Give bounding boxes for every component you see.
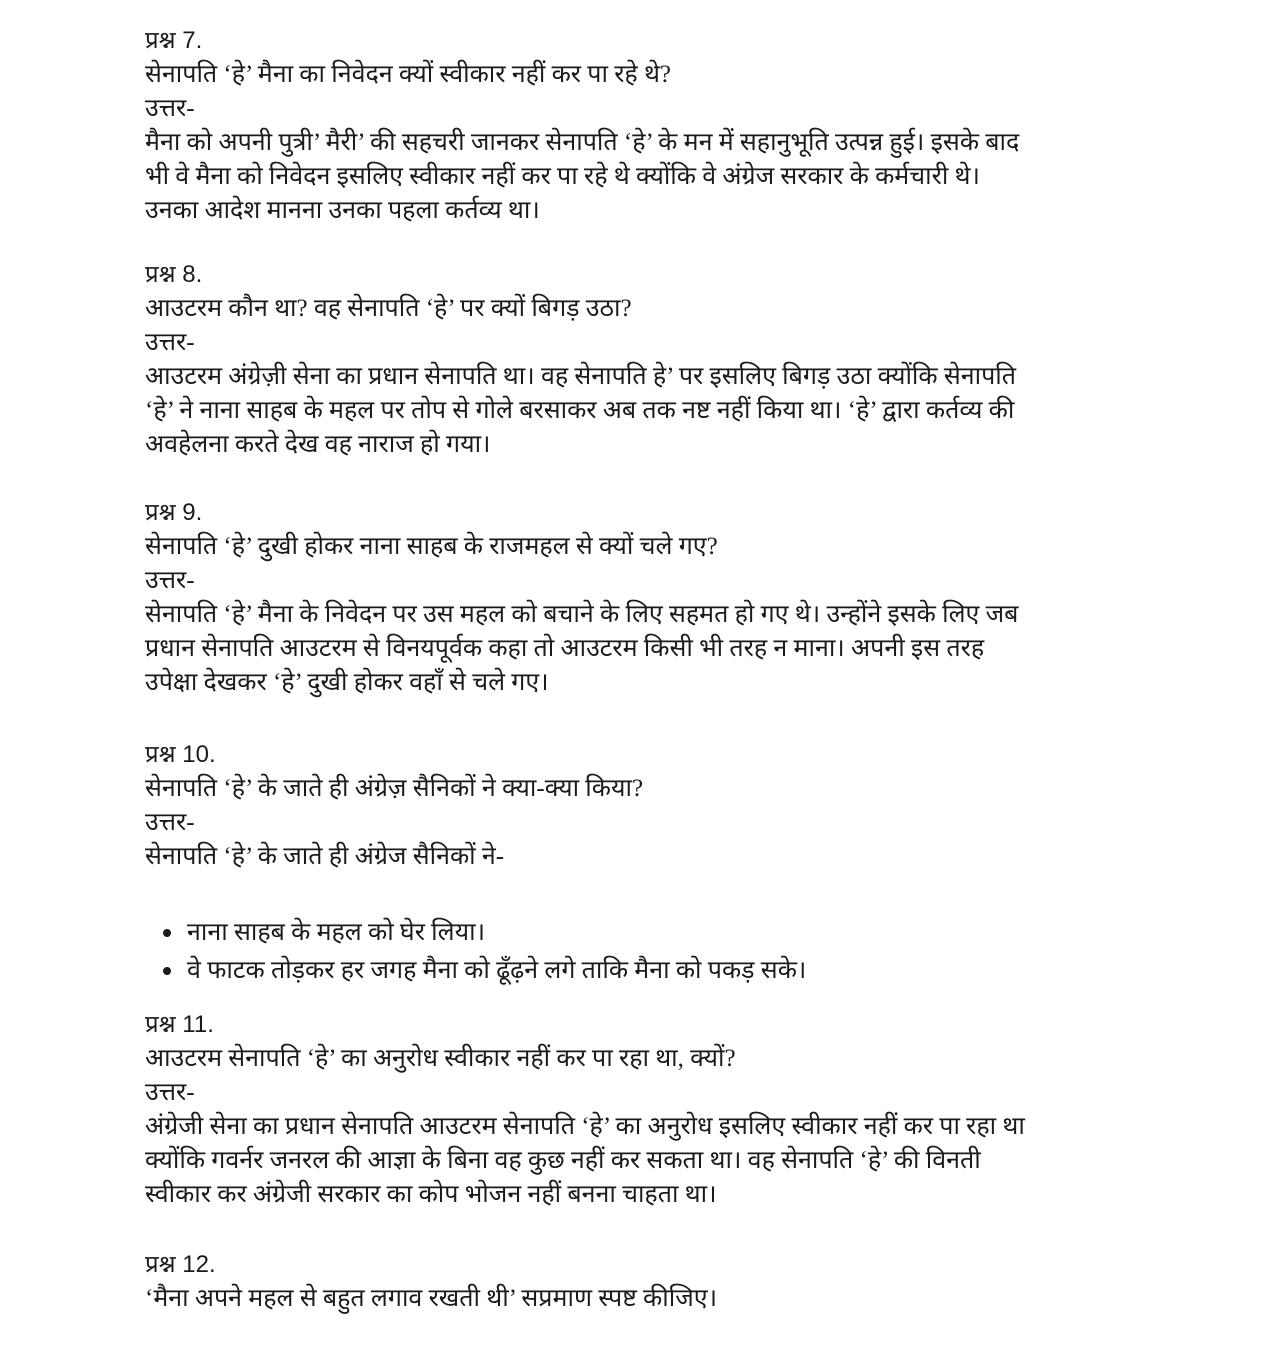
question-number: प्रश्न 12. <box>145 1251 216 1278</box>
bullet-text: वे फाटक तोड़कर हर जगह मैना को ढूँढ़ने लगे ताकि मैना को पकड़ सके। <box>187 957 807 984</box>
qa-block-10 <box>145 738 1205 992</box>
answer-label: उत्तर- <box>145 809 195 836</box>
question-number: प्रश्न 11. <box>145 1011 214 1038</box>
answer-line: अवहेलना करते देख वह नाराज हो गया। <box>145 431 491 458</box>
answer-bullet-list <box>145 916 1205 988</box>
bullet-item <box>145 916 1205 950</box>
qa-block-7 <box>145 24 1205 228</box>
answer-label: उत्तर- <box>145 95 195 122</box>
question-text: आउटरम कौन था? वह सेनापति ‘हे’ पर क्यों बिगड़ उठा? <box>145 295 632 322</box>
bullet-text: नाना साहब के महल को घेर लिया। <box>187 919 486 946</box>
qa-block-11 <box>145 1008 1205 1212</box>
answer-line: क्योंकि गवर्नर जनरल की आज्ञा के बिना वह कुछ नहीं कर सकता था। वह सेनापति ‘हे’ की विनती <box>145 1147 981 1174</box>
question-text: ‘मैना अपने महल से बहुत लगाव रखती थी’ सप्रमाण स्पष्ट कीजिए। <box>145 1285 718 1312</box>
answer-label: उत्तर- <box>145 567 195 594</box>
question-text: सेनापति ‘हे’ के जाते ही अंग्रेज़ सैनिकों ने क्या-क्या किया? <box>145 775 644 802</box>
answer-line: भी वे मैना को निवेदन इसलिए स्वीकार नहीं कर पा रहे थे क्योंकि वे अंग्रेज सरकार के कर्मचारी थे। <box>145 163 981 190</box>
answer-line: सेनापति ‘हे’ के जाते ही अंग्रेज सैनिकों ने- <box>145 843 505 870</box>
answer-line: आउटरम अंग्रेज़ी सेना का प्रधान सेनापति था। वह सेनापति हे’ पर इसलिए बिगड़ उठा क्योंकि सेनापति <box>145 363 1017 390</box>
answer-line: अंग्रेजी सेना का प्रधान सेनापति आउटरम सेनापति ‘हे’ का अनुरोध इसलिए स्वीकार नहीं कर पा रहा था <box>145 1113 1025 1140</box>
answer-line: प्रधान सेनापति आउटरम से विनयपूर्वक कहा तो आउटरम किसी भी तरह न माना। अपनी इस तरह <box>145 635 985 662</box>
question-number: प्रश्न 7. <box>145 27 203 54</box>
bullet-dot-icon <box>163 967 171 975</box>
question-text: सेनापति ‘हे’ मैना का निवेदन क्यों स्वीकार नहीं कर पा रहे थे? <box>145 61 672 88</box>
question-text: सेनापति ‘हे’ दुखी होकर नाना साहब के राजमहल से क्यों चले गए? <box>145 533 718 560</box>
bullet-item <box>145 954 1205 988</box>
answer-line: स्वीकार कर अंग्रेजी सरकार का कोप भोजन नहीं बनना चाहता था। <box>145 1181 717 1208</box>
qa-block-8 <box>145 258 1205 462</box>
answer-line: मैना को अपनी पुत्री’ मैरी’ की सहचरी जानकर सेनापति ‘हे’ के मन में सहानुभूति उत्पन्न हुई। इसके बाद <box>145 129 1020 156</box>
qa-block-9 <box>145 496 1205 700</box>
question-number: प्रश्न 9. <box>145 499 203 526</box>
answer-label: उत्तर- <box>145 329 195 356</box>
answer-line: ‘हे’ ने नाना साहब के महल पर तोप से गोले बरसाकर अब तक नष्ट नहीं किया था। ‘हे’ द्वारा कर्तव्य की <box>145 397 1015 424</box>
question-text: आउटरम सेनापति ‘हे’ का अनुरोध स्वीकार नहीं कर पा रहा था, क्यों? <box>145 1045 736 1072</box>
answer-label: उत्तर- <box>145 1079 195 1106</box>
question-number: प्रश्न 10. <box>145 741 216 768</box>
question-number: प्रश्न 8. <box>145 261 203 288</box>
bullet-dot-icon <box>163 929 171 937</box>
answer-line: सेनापति ‘हे’ मैना के निवेदन पर उस महल को बचाने के लिए सहमत हो गए थे। उन्होंने इसके लिए जब <box>145 601 1019 628</box>
answer-line: उनका आदेश मानना उनका पहला कर्तव्य था। <box>145 197 540 224</box>
qa-block-12 <box>145 1248 1205 1316</box>
answer-line: उपेक्षा देखकर ‘हे’ दुखी होकर वहाँ से चले गए। <box>145 669 549 696</box>
